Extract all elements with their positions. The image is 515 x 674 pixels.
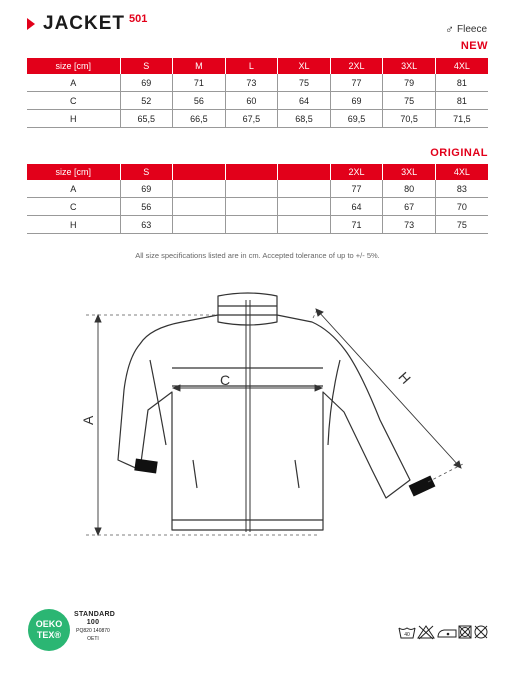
table-cell: 56	[173, 92, 226, 110]
table-cell: 67	[383, 198, 436, 216]
table-cell: 73	[383, 216, 436, 234]
table-cell: A	[27, 180, 120, 198]
jacket-collar	[218, 293, 277, 325]
table-cell: C	[27, 198, 120, 216]
table-cell: 69	[120, 180, 173, 198]
table-cell: H	[27, 110, 120, 128]
oeko-standard: STANDARD	[74, 611, 116, 618]
table-cell: 75	[383, 92, 436, 110]
column-header: size [cm]	[27, 164, 120, 180]
table-row	[27, 92, 488, 110]
column-header: L	[225, 58, 278, 74]
column-header: XL	[278, 58, 331, 74]
left-cuff	[134, 459, 157, 474]
table-cell	[173, 216, 226, 234]
original-size-table	[27, 164, 488, 234]
column-header: 3XL	[383, 164, 436, 180]
table-row	[27, 110, 488, 128]
table-cell: 75	[278, 74, 331, 92]
column-header: 2XL	[330, 164, 383, 180]
table-cell: 71,5	[435, 110, 488, 128]
table-row	[27, 74, 488, 92]
table-cell: 69	[120, 74, 173, 92]
table-cell	[278, 216, 331, 234]
table-cell: 69,5	[330, 110, 383, 128]
label-h: H	[395, 368, 415, 387]
column-header	[225, 164, 278, 180]
table-cell: 66,5	[173, 110, 226, 128]
table-cell: A	[27, 74, 120, 92]
table-row	[27, 198, 488, 216]
table-cell: 71	[173, 74, 226, 92]
new-size-table	[27, 58, 488, 128]
column-header	[173, 164, 226, 180]
table-cell: 81	[435, 74, 488, 92]
no-bleach-icon	[418, 626, 434, 639]
table-cell	[278, 198, 331, 216]
oeko-standard-block	[74, 611, 116, 643]
no-dry-clean-icon	[475, 626, 487, 638]
column-header: M	[173, 58, 226, 74]
column-header: 4XL	[435, 58, 488, 74]
column-header: size [cm]	[27, 58, 120, 74]
left-pocket	[193, 460, 197, 488]
table-cell	[225, 198, 278, 216]
wash-temp: 40	[404, 632, 410, 638]
jacket-diagram	[0, 270, 515, 560]
table-cell: 63	[120, 216, 173, 234]
table-cell: 70,5	[383, 110, 436, 128]
label-c: C	[220, 372, 231, 388]
table-cell	[278, 180, 331, 198]
product-title: JACKET	[43, 13, 126, 34]
table-cell: 64	[330, 198, 383, 216]
table-cell: 79	[383, 74, 436, 92]
column-header: 3XL	[383, 58, 436, 74]
iron-icon	[438, 630, 456, 637]
table-cell: 83	[435, 180, 488, 198]
table-cell: 65,5	[120, 110, 173, 128]
oeko-badge-bottom: TEX®	[36, 630, 62, 640]
page-header	[27, 12, 147, 36]
original-label: ORIGINAL	[430, 147, 488, 159]
right-cuff	[409, 475, 436, 496]
column-header: 4XL	[435, 164, 488, 180]
column-header: 2XL	[330, 58, 383, 74]
table-cell: 64	[278, 92, 331, 110]
table-row	[27, 180, 488, 198]
table-cell: 73	[225, 74, 278, 92]
oeko-institute: OETI	[87, 636, 99, 642]
table-cell	[173, 180, 226, 198]
table-cell: 52	[120, 92, 173, 110]
material-text: Fleece	[456, 23, 487, 35]
care-symbols	[398, 624, 490, 640]
column-header	[278, 164, 331, 180]
table-cell: 80	[383, 180, 436, 198]
wash-40-icon	[399, 628, 415, 638]
table-cell: 60	[225, 92, 278, 110]
table-cell: 77	[330, 180, 383, 198]
male-symbol-icon: ♂	[444, 22, 454, 36]
table-cell: 67,5	[225, 110, 278, 128]
table-cell: 68,5	[278, 110, 331, 128]
table-cell: 70	[435, 198, 488, 216]
oeko-code: PQ820 140870	[76, 628, 110, 634]
label-a: A	[80, 415, 96, 425]
table-cell: 71	[330, 216, 383, 234]
table-cell: 69	[330, 92, 383, 110]
column-header: S	[120, 164, 173, 180]
table-cell	[225, 216, 278, 234]
no-tumble-dry-icon	[459, 626, 471, 638]
table-cell	[173, 198, 226, 216]
triangle-bullet-icon	[27, 18, 35, 30]
material-label	[445, 22, 487, 36]
tolerance-note: All size specifications listed are in cm. Accepted tolerance of up to +/- 5%.	[135, 251, 380, 260]
table-row	[27, 216, 488, 234]
oeko-number: 100	[86, 619, 100, 626]
table-cell: 81	[435, 92, 488, 110]
table-cell: H	[27, 216, 120, 234]
oeko-tex-badge	[27, 608, 71, 652]
table-cell: 56	[120, 198, 173, 216]
table-cell: 75	[435, 216, 488, 234]
right-pocket	[295, 460, 299, 488]
table-cell: C	[27, 92, 120, 110]
oeko-badge-top: OEKO	[35, 619, 63, 629]
table-cell: 77	[330, 74, 383, 92]
table-cell	[225, 180, 278, 198]
new-label: NEW	[460, 40, 488, 52]
product-code: 501	[129, 13, 148, 25]
column-header: S	[120, 58, 173, 74]
